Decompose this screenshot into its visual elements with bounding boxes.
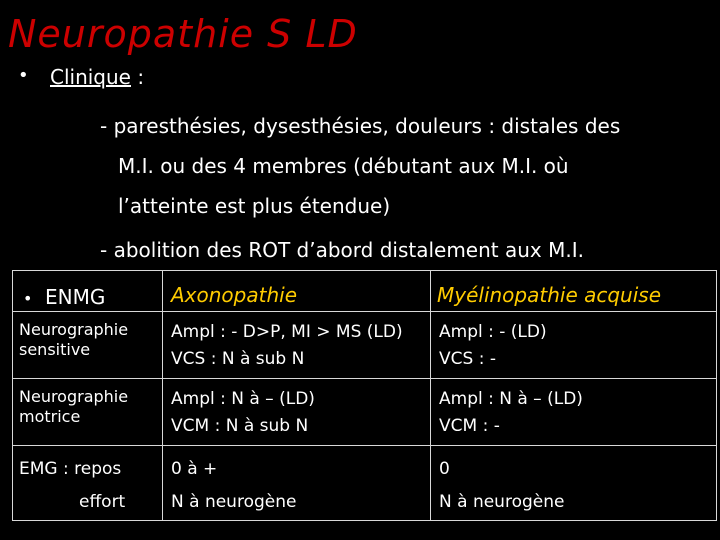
myelinopathie-value: 0 <box>439 459 450 479</box>
clinique-colon: : <box>131 65 145 89</box>
slide-title: Neuropathie S LD <box>8 12 358 56</box>
axonopathie-value: N à neurogène <box>171 492 297 512</box>
myelinopathie-value: Ampl : N à – (LD) <box>439 389 583 409</box>
row-label-line: motrice <box>19 407 81 426</box>
rot-paragraph: - abolition des ROT d’abord distalement aux M.I. <box>100 238 584 262</box>
myelinopathie-cell <box>431 379 717 446</box>
header-myelinopathie-cell <box>431 271 717 312</box>
symptoms-paragraph <box>100 106 700 226</box>
row-label-cell <box>13 379 163 446</box>
bullet-dot-enmg: • <box>23 289 33 308</box>
axonopathie-value: VCM : N à sub N <box>171 416 309 436</box>
axonopathie-value: Ampl : N à – (LD) <box>171 389 315 409</box>
row-label-line: Neurographie <box>19 320 129 339</box>
enmg-table <box>12 270 717 521</box>
myelinopathie-cell <box>431 446 717 521</box>
myelinopathie-cell <box>431 312 717 379</box>
header-axonopathie-cell <box>163 271 431 312</box>
table-header-row <box>13 271 717 312</box>
row-label-line: Neurographie <box>19 387 129 406</box>
myelinopathie-value: VCS : - <box>439 349 496 369</box>
header-enmg: ENMG <box>45 285 106 309</box>
bullet-dot-clinique: • <box>18 65 29 86</box>
table-row <box>13 312 717 379</box>
axonopathie-cell <box>163 379 431 446</box>
header-myelinopathie: Myélinopathie acquise <box>437 283 662 307</box>
symptoms-line-1: - paresthésies, dysesthésies, douleurs : distales des <box>100 114 621 138</box>
myelinopathie-value: Ampl : - (LD) <box>439 322 547 342</box>
myelinopathie-value: VCM : - <box>439 416 500 436</box>
axonopathie-cell <box>163 446 431 521</box>
symptoms-line-3: l’atteinte est plus étendue) <box>118 194 391 218</box>
row-label-line: EMG : repos <box>19 459 122 479</box>
clinique-label: Clinique <box>50 65 131 89</box>
axonopathie-cell <box>163 312 431 379</box>
symptoms-line-2: M.I. ou des 4 membres (débutant aux M.I. où <box>118 154 569 178</box>
axonopathie-value: Ampl : - D>P, MI > MS (LD) <box>171 322 403 342</box>
axonopathie-value: VCS : N à sub N <box>171 349 305 369</box>
header-axonopathie: Axonopathie <box>171 283 297 307</box>
row-label-cell <box>13 446 163 521</box>
header-enmg-cell <box>13 271 163 312</box>
table-row <box>13 379 717 446</box>
row-label-line: sensitive <box>19 340 91 359</box>
clinique-heading <box>50 63 144 91</box>
axonopathie-value: 0 à + <box>171 459 218 479</box>
row-label-line: effort <box>79 492 126 512</box>
table-row <box>13 446 717 521</box>
myelinopathie-value: N à neurogène <box>439 492 565 512</box>
row-label-cell <box>13 312 163 379</box>
